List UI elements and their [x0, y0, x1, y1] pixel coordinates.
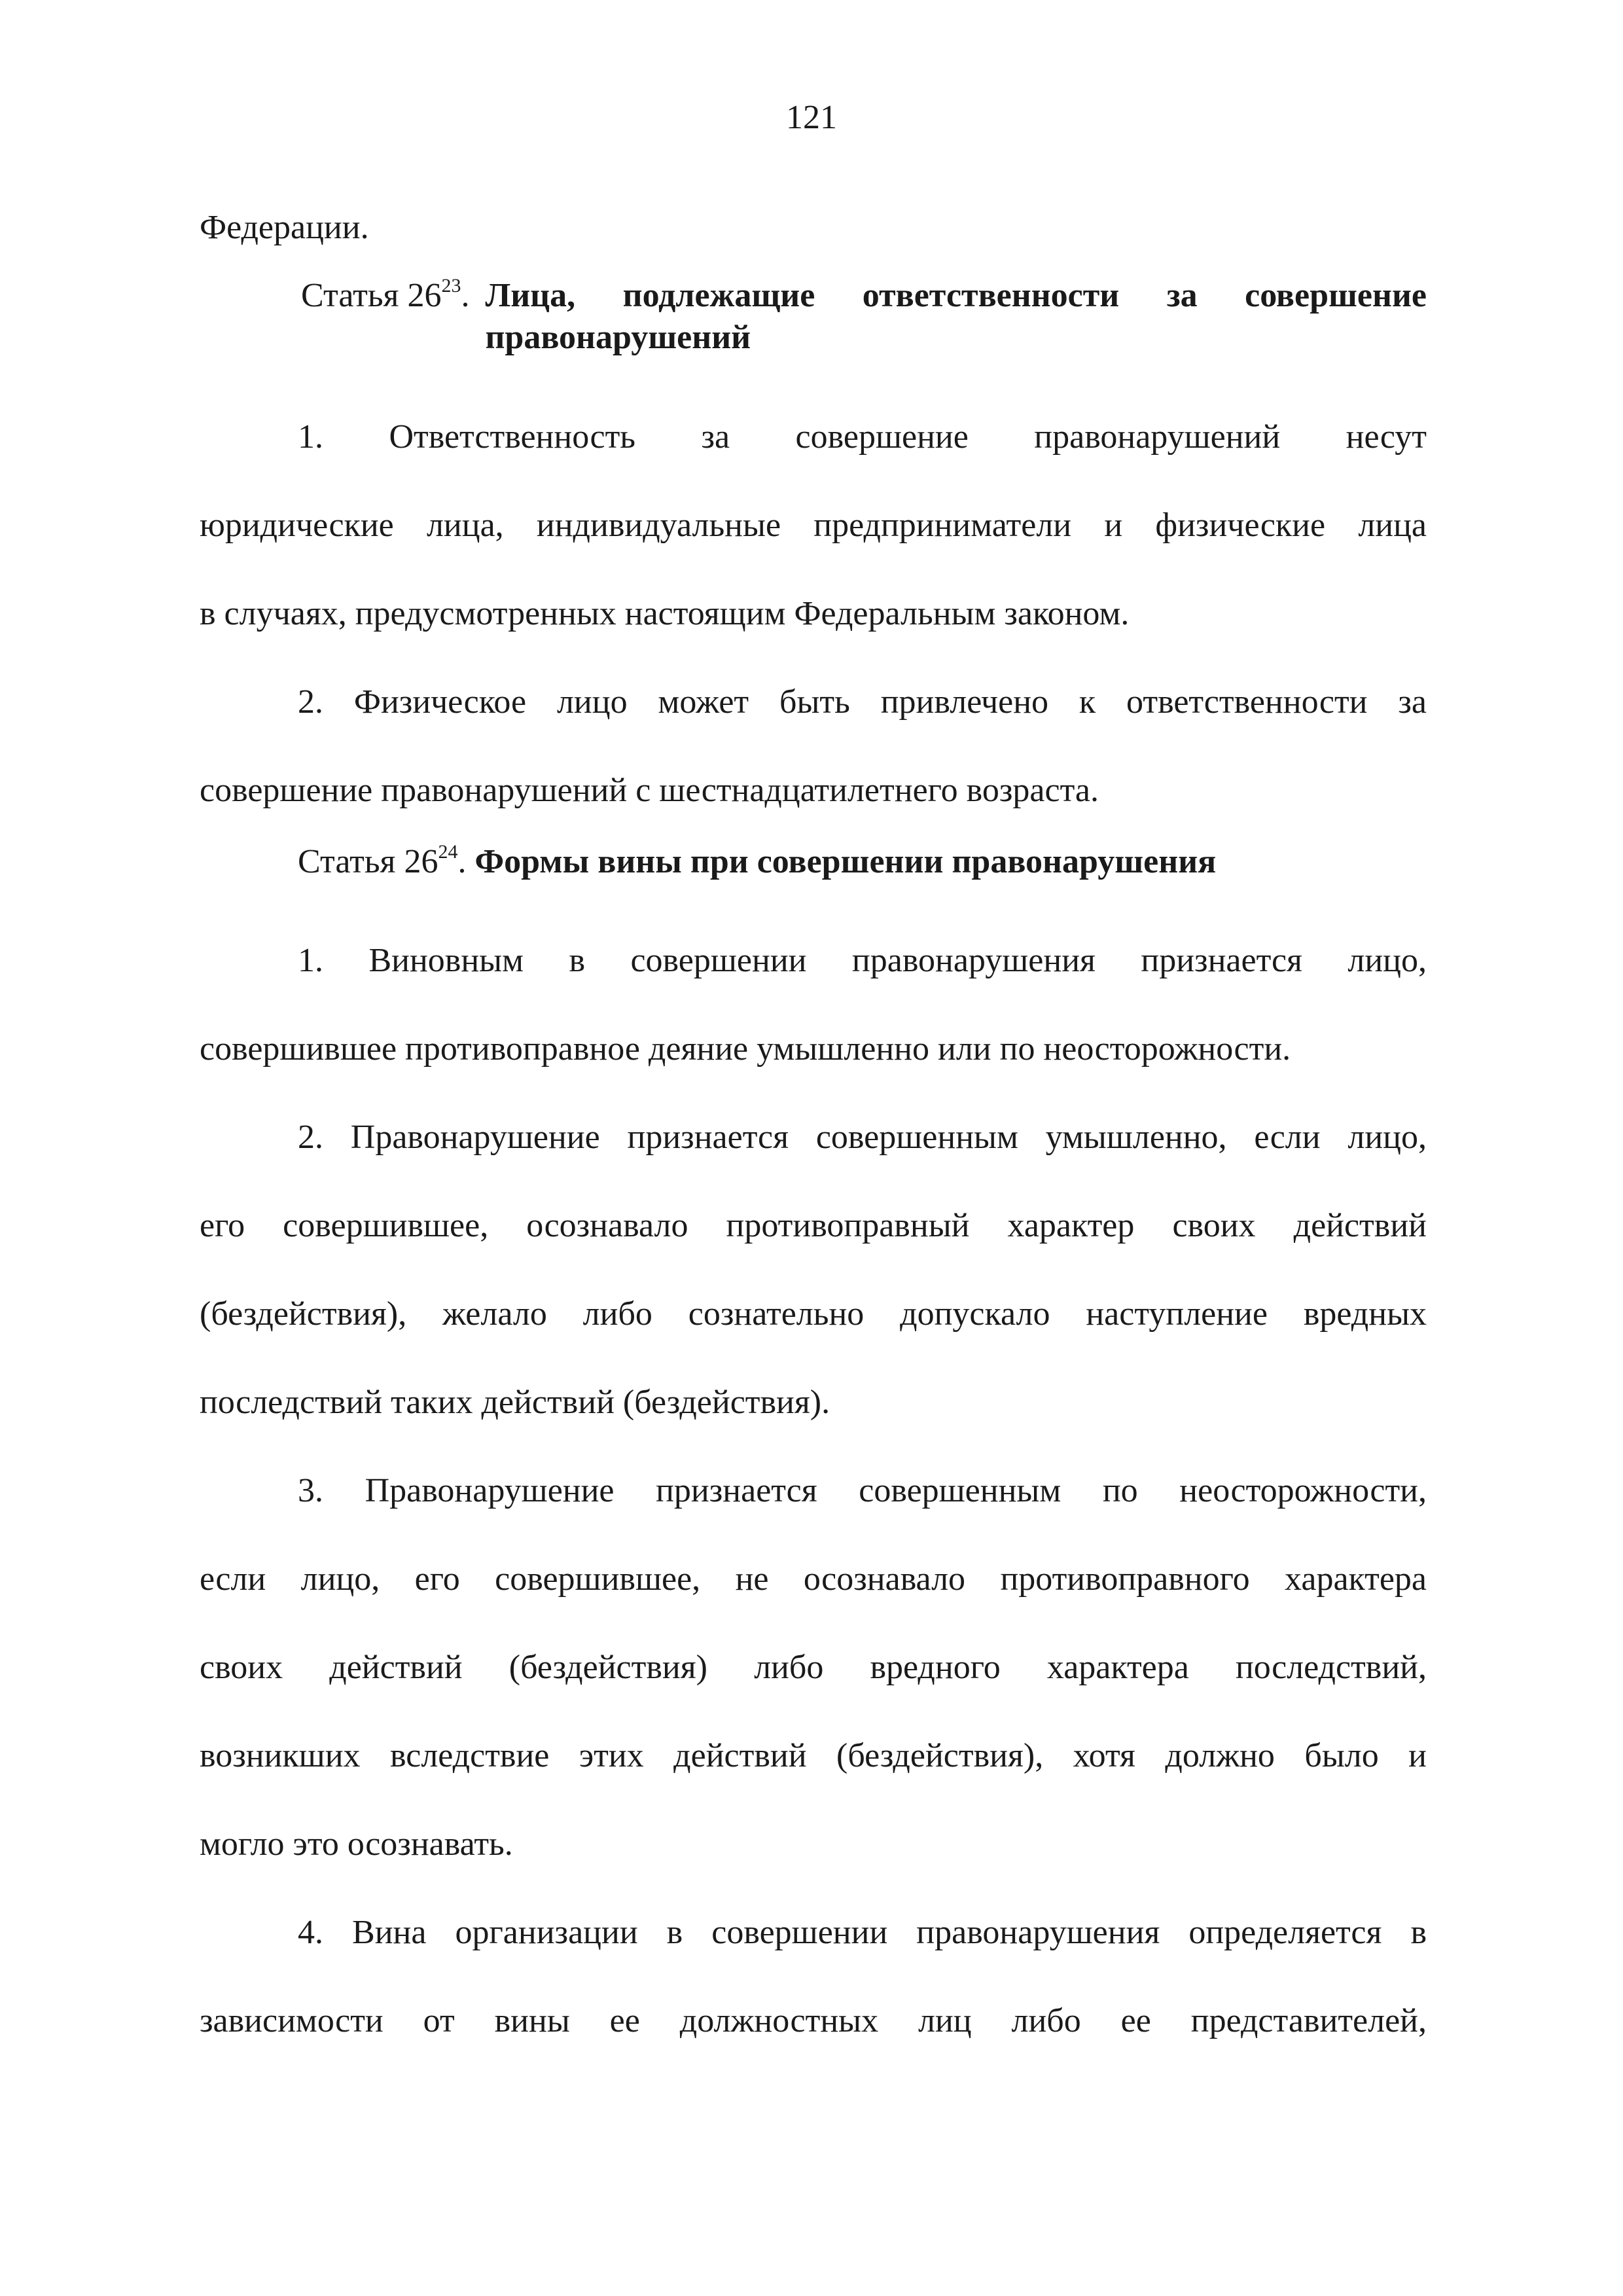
article-24-p2-line4: последствий таких действий (бездействия).: [200, 1384, 830, 1421]
article-24-p2-line3: (бездействия), желало либо сознательно допускало наступление вредных: [200, 1295, 1427, 1333]
article-23-label-prefix: Статья 26: [301, 277, 442, 314]
article-23-p2-line2: совершение правонарушений с шестнадцатилетнего возраста.: [200, 772, 1099, 809]
article-24-p3-line2: если лицо, его совершившее, не осознавало противоправного характера: [200, 1560, 1427, 1598]
article-24-body: [200, 916, 1427, 2065]
fragment-text: [200, 183, 1427, 272]
article-24-p3-line3: своих действий (бездействия) либо вредного характера последствий,: [200, 1649, 1427, 1686]
article-24-p3-line4: возникших вследствие этих действий (бездействия), хотя должно было и: [200, 1737, 1427, 1774]
article-24-label-dot: .: [457, 843, 467, 880]
article-23-label: [301, 275, 469, 359]
article-24-p2-line2: его совершившее, осознавало противоправный характер своих действий: [200, 1207, 1427, 1244]
page-number: 121: [786, 99, 837, 136]
fragment-line: Федерации.: [200, 209, 369, 246]
article-23-title-line1: Лица, подлежащие ответственности за совершение: [485, 277, 1427, 314]
article-24-p4-line1: 4. Вина организации в совершении правонарушения определяется в: [298, 1914, 1427, 1951]
article-23-label-dot: .: [461, 277, 470, 314]
article-23-p1-line3: в случаях, предусмотренных настоящим Федеральным законом.: [200, 595, 1130, 632]
article-24-p1-line1: 1. Виновным в совершении правонарушения признается лицо,: [298, 942, 1427, 979]
article-23-heading: [301, 275, 1427, 359]
article-23-p2-line1: 2. Физическое лицо может быть привлечено к ответственности за: [298, 683, 1427, 721]
article-24-heading: [298, 841, 1427, 883]
article-24-label-prefix: Статья 26: [298, 843, 438, 880]
article-24-p3-line5: могло это осознавать.: [200, 1825, 513, 1863]
article-24-p4-line2: зависимости от вины ее должностных лиц либо ее представителей,: [200, 2002, 1427, 2039]
article-24-p2-line1: 2. Правонарушение признается совершенным умышленно, если лицо,: [298, 1119, 1427, 1156]
article-24-p1-line2: совершившее противоправное деяние умышленно или по неосторожности.: [200, 1030, 1291, 1067]
article-23-label-sup: 23: [441, 274, 461, 296]
article-23-p1-line2: юридические лица, индивидуальные предприниматели и физические лица: [200, 507, 1427, 544]
article-23-title-line2: правонарушений: [485, 319, 751, 356]
article-24-label-sup: 24: [438, 840, 458, 863]
article-24-p3-line1: 3. Правонарушение признается совершенным по неосторожности,: [298, 1472, 1427, 1509]
article-23-body: [200, 393, 1427, 834]
article-24-title: Формы вины при совершении правонарушения: [474, 843, 1217, 880]
article-23-p1-line1: 1. Ответственность за совершение правонарушений несут: [298, 418, 1427, 456]
